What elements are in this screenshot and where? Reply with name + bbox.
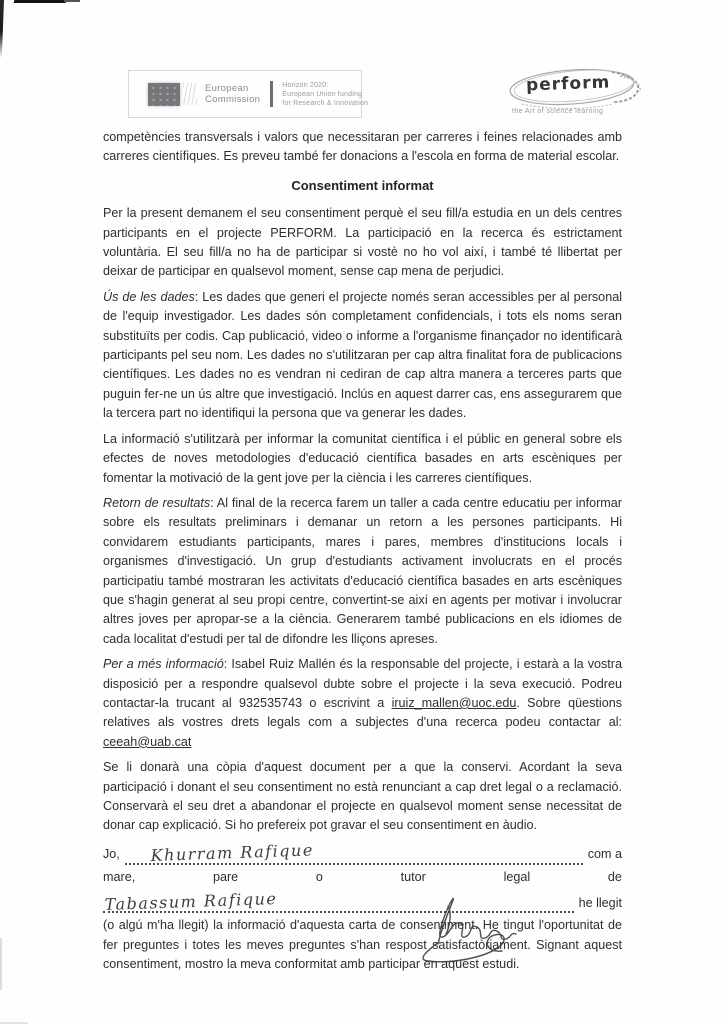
role-o: o xyxy=(315,869,323,884)
perform-tagline: the Art of science learning xyxy=(512,108,604,115)
consent-paragraph: Per la present demanem el seu consentiment perquè el seu fill/a estudia en un dels centres participants en el projecte PERFORM. La participació en la recerca és estrictament voluntària. El seu fill/a no ha de participar si vostè no ho vol així, i també té llibertat per deixar de participar en qualsevol moment, sense cap mena de perjudici. xyxy=(103,206,622,279)
scan-edge-artifact xyxy=(0,938,2,990)
declaration-line-child xyxy=(103,890,622,913)
scan-edge-artifact xyxy=(14,0,67,3)
data-use-body: : Les dades que generi el projecte només seran accessibles per al personal de l'equip investigador. Les dades són completament confidencials, i tots els noms seran substituïts per codis. Cap publicació, video o informe a l'organisme finançador no identificarà participants pel seu nom. Les dades no s'utilitzaran per cap altra finalitat fora de publicacions científiques. Les dades no es vendran ni cediran de cap altra manera a terceres parts que puguin fer-ne un ús altre que investigació. Inclús en aquest darrer cas, ens assegurarem que la tercera part no identifiqui la persona que va generar les dades. xyxy=(103,289,622,421)
jo-label: Jo, xyxy=(103,847,120,862)
scan-noise xyxy=(183,83,197,105)
com-a-label: com a xyxy=(587,847,622,862)
role-tutor: tutor xyxy=(400,869,426,884)
perform-wordmark: perform xyxy=(525,72,611,96)
email-ceeah: ceeah@uab.cat xyxy=(103,734,192,749)
eu-org-line2: Commission xyxy=(205,94,261,105)
program-line1: Horizon 2020: xyxy=(282,81,329,89)
handwritten-child-name: Tabassum Rafique xyxy=(104,888,278,914)
declaration-body: (o algú m'ha llegit) la informació d'aquesta carta de consentiment. He tingut l'oportunitat de fer preguntes i totes les meves preguntes s'han respost satisfactòriament. Signant aquest consentiment, mostro la meva conformitat amb participar en aquest estudi. xyxy=(103,918,622,972)
scan-edge-artifact xyxy=(64,0,80,2)
logo-divider xyxy=(270,81,273,107)
role-mare: mare, xyxy=(103,869,136,884)
data-use-lead: Ús de les dades xyxy=(103,289,195,304)
copy-paragraph: Se li donarà una còpia d'aquest document per a que la conservi. Acordant la seva participació i donant el seu consentiment no està renunciant a cap dret legal o a reclamació. Conservarà el seu dret a abandonar el projecte en qualsevol moment sense necessitat de donar cap explicació. Si ho prefereix pot gravar el seu consentiment en àudio. xyxy=(103,760,622,833)
scan-edge-artifact xyxy=(0,0,4,58)
perform-logo xyxy=(500,64,650,120)
european-commission-logo xyxy=(128,70,369,118)
horizon-2020-label xyxy=(282,81,368,108)
declaration-roles-line xyxy=(103,868,622,887)
eu-org-line1: European xyxy=(205,83,249,94)
email-iruiz-mallen: iruiz_mallen@uoc.edu xyxy=(391,695,517,710)
results-lead: Retorn de resultats xyxy=(103,495,211,510)
contact-lead: Per a més informació xyxy=(103,657,224,672)
contact-seg1: : Isabel Ruiz Mallén és la responsable del projecte, i estarà a la vostra disposició per a respondre qualsevol dubte sobre el projecte i la seva execució. Podreu contactar-la trucant al 932535743 o escrivint a xyxy=(103,657,623,710)
results-paragraph xyxy=(103,494,622,649)
eu-flag-icon xyxy=(148,83,180,106)
document-body xyxy=(103,128,622,980)
data-use-paragraph xyxy=(103,288,622,424)
role-legal: legal xyxy=(503,869,531,884)
role-de: de xyxy=(607,869,622,884)
declaration-line-parent xyxy=(103,842,622,865)
dissemination-paragraph: La informació s'utilitzarà per informar la comunitat científica i el públic en general sobre els efectes de noves metodologies d'educació científica basades en arts escèniques per fomentar la motivació de la gent jove per la ciència i les carreres científiques. xyxy=(103,431,622,485)
program-line2: European Union funding xyxy=(282,90,363,98)
results-body: : Al final de la recerca farem un taller a cada centre educatiu per informar sobre els resultats preliminars i demanar un retorn a les persones participants. Hi convidarem estudiants participants, mares i pares, membres d'institucions locals i organismes d'investigació. Un grup d'estudiants activament involucrats en el procés participatiu també mostraran les activitats d'educació científica basades en arts escèniques que s'hagin generat al seu propi centre, convertint-se així en agents per motivar i involucrar altres joves per apropar-se a la ciència. Generarem també publicacions en els idiomes de cada localitat d'estudi per tal de difondre les lliçons apreses. xyxy=(103,495,622,646)
he-llegit-label: he llegit xyxy=(578,895,622,910)
role-pare: pare xyxy=(212,869,239,884)
program-line3: for Research & Innovation xyxy=(282,99,369,107)
intro-paragraph: competències transversals i valors que necessitaran per carreres i feines relacionades amb carreres científiques. Es preveu també fer donacions a l'escola en forma de material escolar. xyxy=(103,130,622,164)
contact-seg2: . Sobre qüestions relatives als vostres drets legals com a subjectes d'una recerca podeu contactar al: xyxy=(103,695,623,730)
contact-paragraph xyxy=(103,655,622,752)
european-commission-label xyxy=(205,83,260,105)
document-title: Consentiment informat xyxy=(291,177,434,193)
handwritten-parent-name: Khurram Rafique xyxy=(150,840,314,866)
signature-scrawl xyxy=(408,886,526,968)
parent-name-field xyxy=(125,840,583,866)
